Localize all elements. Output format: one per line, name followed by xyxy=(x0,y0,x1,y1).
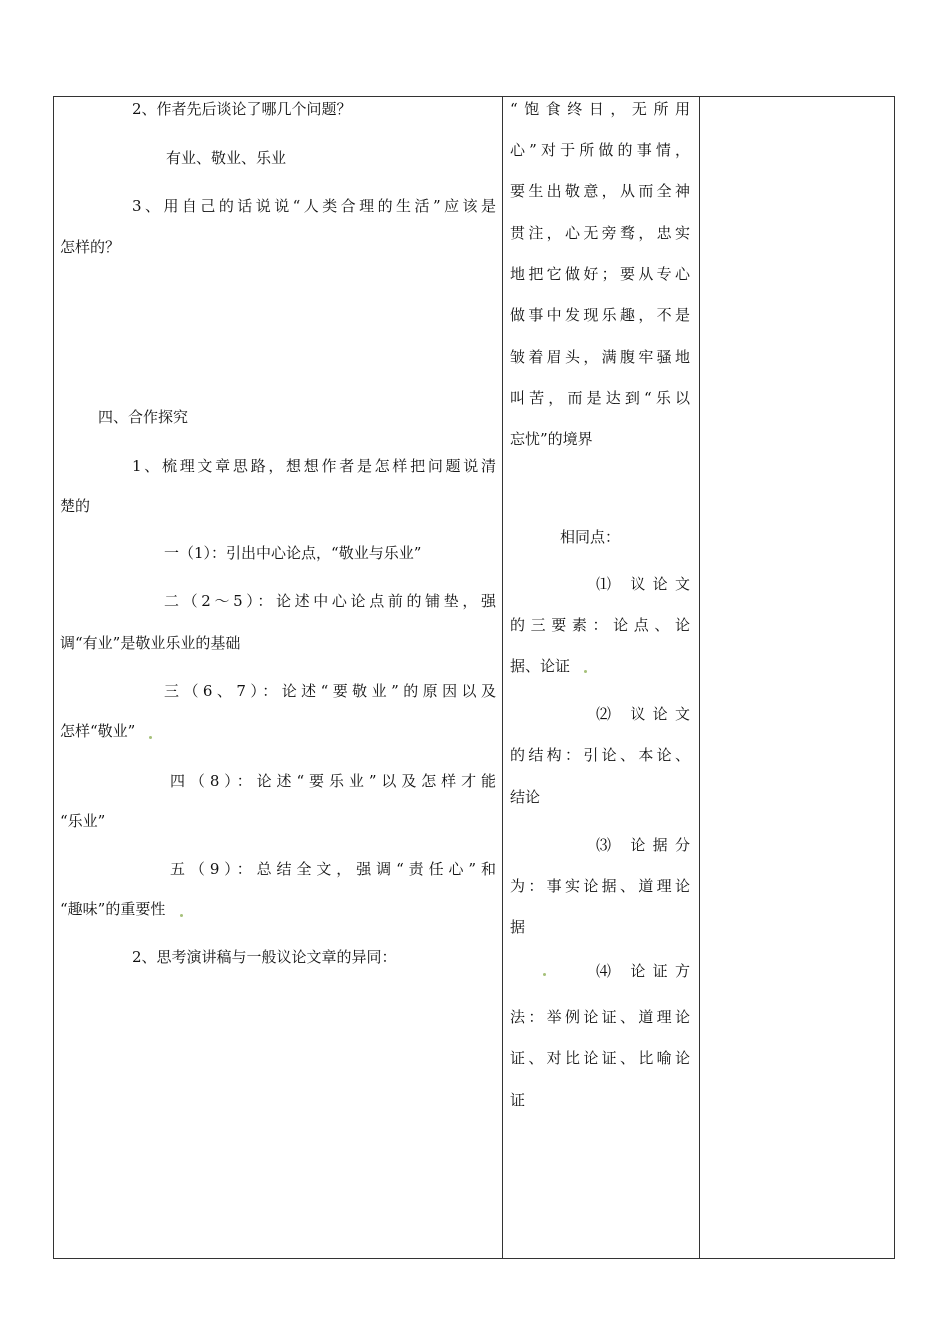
answer-line: 忘忧”的境界 xyxy=(510,430,593,448)
right-column xyxy=(700,97,894,1258)
outline-part-5-line-2: “趣味”的重要性 xyxy=(60,900,166,918)
answer-line: 做事中发现乐趣，不是 xyxy=(510,306,690,324)
lesson-table xyxy=(53,96,895,1259)
outline-part-2-line-1: 二（2～5）：论述中心论点前的铺垫，强 xyxy=(164,592,496,610)
outline-part-3-line-1: 三（6、7）：论述“要敬业”的原因以及 xyxy=(164,682,496,700)
question-3-line-1: 3、用自己的话说说“人类合理的生活”应该是 xyxy=(132,197,496,215)
question-3-line-2: 怎样的？ xyxy=(60,238,121,256)
middle-column xyxy=(510,97,692,1258)
point-3-line-2: 为：事实论据、道理论 xyxy=(510,877,690,895)
question-2-answer: 有业、敬业、乐业 xyxy=(166,149,287,167)
point-4-line-1: ⑷ 论证方 xyxy=(596,962,690,980)
task-2: 2、思考演讲稿与一般议论文章的异同： xyxy=(132,948,397,966)
point-2-line-2: 的结构：引论、本论、 xyxy=(510,746,690,764)
stray-mark xyxy=(543,973,546,976)
answer-line: 地把它做好；要从专心 xyxy=(510,265,690,283)
left-column xyxy=(60,97,496,1258)
point-3-line-1: ⑶ 论据分 xyxy=(596,836,690,854)
similarities-heading: 相同点： xyxy=(560,528,621,546)
point-1-line-2: 的三要素：论点、论 xyxy=(510,616,690,634)
column-divider-1 xyxy=(502,97,503,1258)
answer-line: 叫苦，而是达到“乐以 xyxy=(510,389,690,407)
outline-part-5-line-1: 五（9）：总结全文，强调“责任心”和 xyxy=(170,860,496,878)
point-4-line-4: 证 xyxy=(510,1091,526,1109)
point-2-line-1: ⑵ 议论文 xyxy=(596,705,690,723)
stray-mark xyxy=(149,736,152,739)
stray-mark xyxy=(584,670,587,673)
stray-mark xyxy=(180,914,183,917)
answer-line: 皱着眉头，满腹牢骚地 xyxy=(510,348,690,366)
task-1-line-1: 1、梳理文章思路，想想作者是怎样把问题说清 xyxy=(132,457,496,475)
point-4-line-2: 法：举例论证、道理论 xyxy=(510,1008,690,1026)
answer-line: “饱食终日，无所用 xyxy=(510,100,690,118)
point-3-line-3: 据 xyxy=(510,918,526,936)
outline-part-4-line-1: 四（8）：论述“要乐业”以及怎样才能 xyxy=(170,772,496,790)
section-heading-cooperative-inquiry: 四、合作探究 xyxy=(98,408,189,426)
outline-part-4-line-2: “乐业” xyxy=(60,812,106,830)
outline-part-1: 一（1）：引出中心论点，“敬业与乐业” xyxy=(164,544,422,562)
answer-line: 贯注，心无旁骛，忠实 xyxy=(510,224,690,242)
answer-line: 要生出敬意，从而全神 xyxy=(510,182,690,200)
point-2-line-3: 结论 xyxy=(510,788,541,806)
task-1-line-2: 楚的 xyxy=(60,497,91,515)
question-2: 2、作者先后谈论了哪几个问题？ xyxy=(132,100,352,118)
point-4-line-3: 证、对比论证、比喻论 xyxy=(510,1049,690,1067)
answer-line: 心”对于所做的事情， xyxy=(510,141,690,159)
point-1-line-3: 据、论证 xyxy=(510,657,571,675)
outline-part-3-line-2: 怎样“敬业” xyxy=(60,722,136,740)
outline-part-2-line-2: 调“有业”是敬业乐业的基础 xyxy=(60,634,241,652)
point-1-line-1: ⑴ 议论文 xyxy=(596,575,690,593)
